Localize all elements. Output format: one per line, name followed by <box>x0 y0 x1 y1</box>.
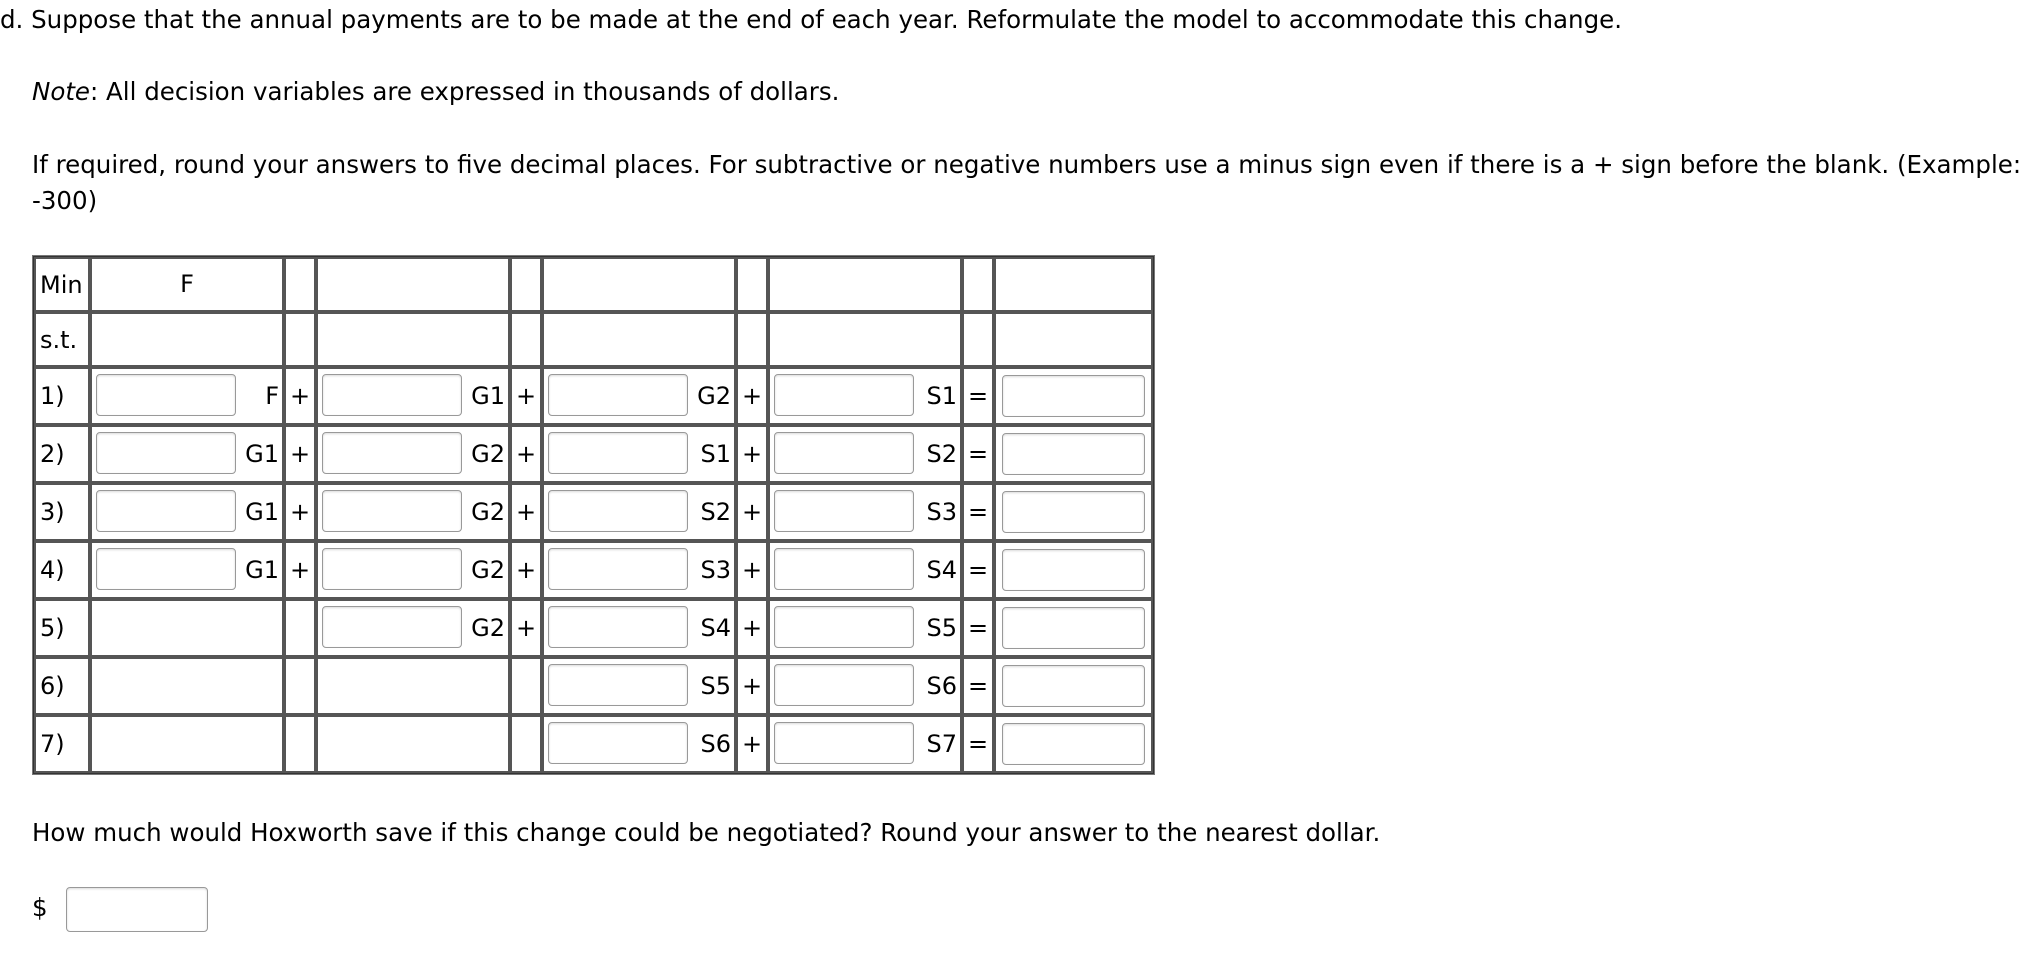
constraint-label: 1) <box>34 367 90 425</box>
operator-plus: + <box>510 367 542 425</box>
variable-label: S6 <box>926 672 957 700</box>
rhs-cell <box>994 657 1153 715</box>
coefficient-cell <box>316 599 510 657</box>
constraint-label: 3) <box>34 483 90 541</box>
coefficient-cell <box>542 483 736 541</box>
operator-plus: + <box>510 483 542 541</box>
coefficient-input[interactable] <box>548 722 688 764</box>
rhs-cell <box>994 367 1153 425</box>
coefficient-cell <box>316 483 510 541</box>
operator-plus <box>510 715 542 773</box>
rounding-instructions: If required, round your answers to five decimal places. For subtractive or negative numbers use a minus sign even if there is a + sign before the blank. (Example: -300) <box>32 150 2022 215</box>
coefficient-input[interactable] <box>548 606 688 648</box>
operator-plus: + <box>736 367 768 425</box>
coefficient-input[interactable] <box>548 548 688 590</box>
variable-label: S4 <box>700 614 731 642</box>
coefficient-input[interactable] <box>774 432 914 474</box>
operator-plus <box>284 657 316 715</box>
coefficient-input[interactable] <box>96 490 236 532</box>
constraint-label: 6) <box>34 657 90 715</box>
operator-plus: + <box>736 425 768 483</box>
coefficient-input[interactable] <box>774 548 914 590</box>
empty-cell <box>90 657 284 715</box>
empty-cell <box>316 715 510 773</box>
coefficient-cell <box>316 541 510 599</box>
rhs-input[interactable] <box>1002 665 1145 707</box>
variable-label: G2 <box>471 498 505 526</box>
rhs-input[interactable] <box>1002 549 1145 591</box>
relation-sign: = <box>962 483 994 541</box>
objective-var: F <box>180 270 194 298</box>
lp-model-table <box>33 256 1154 774</box>
variable-label: G2 <box>697 382 731 410</box>
empty-cell <box>316 657 510 715</box>
subject-to-label: s.t. <box>34 312 90 367</box>
operator-plus: + <box>510 425 542 483</box>
operator-plus: + <box>736 483 768 541</box>
dollar-sign: $ <box>32 893 48 922</box>
operator-plus: + <box>284 483 316 541</box>
coefficient-cell <box>768 483 962 541</box>
rhs-input[interactable] <box>1002 723 1145 765</box>
coefficient-input[interactable] <box>322 606 462 648</box>
coefficient-input[interactable] <box>322 548 462 590</box>
savings-input[interactable] <box>66 887 208 932</box>
constraint-row <box>34 657 1153 715</box>
coefficient-input[interactable] <box>774 722 914 764</box>
constraint-row <box>34 483 1153 541</box>
variable-label: G1 <box>245 556 279 584</box>
rhs-input[interactable] <box>1002 491 1145 533</box>
constraint-label: 7) <box>34 715 90 773</box>
operator-plus: + <box>736 715 768 773</box>
coefficient-input[interactable] <box>548 374 688 416</box>
coefficient-input[interactable] <box>548 432 688 474</box>
variable-label: G2 <box>471 440 505 468</box>
coefficient-input[interactable] <box>774 490 914 532</box>
constraint-row <box>34 599 1153 657</box>
operator-plus <box>284 715 316 773</box>
variable-label: S4 <box>926 556 957 584</box>
variable-label: S3 <box>700 556 731 584</box>
constraint-label: 5) <box>34 599 90 657</box>
rhs-cell <box>994 715 1153 773</box>
coefficient-cell <box>90 483 284 541</box>
coefficient-cell <box>90 541 284 599</box>
coefficient-cell <box>768 425 962 483</box>
coefficient-input[interactable] <box>96 374 236 416</box>
rhs-cell <box>994 541 1153 599</box>
objective-row <box>34 257 1153 312</box>
subject-to-row <box>34 312 1153 367</box>
operator-plus: + <box>736 541 768 599</box>
rhs-cell <box>994 425 1153 483</box>
rhs-cell <box>994 483 1153 541</box>
variable-label: G2 <box>471 614 505 642</box>
note-text: : All decision variables are expressed in thousands of dollars. <box>90 77 840 106</box>
operator-plus: + <box>736 657 768 715</box>
constraint-label: 4) <box>34 541 90 599</box>
variable-label: G1 <box>471 382 505 410</box>
constraint-row <box>34 367 1153 425</box>
coefficient-input[interactable] <box>548 664 688 706</box>
coefficient-input[interactable] <box>774 606 914 648</box>
coefficient-cell <box>542 367 736 425</box>
coefficient-cell <box>542 715 736 773</box>
operator-plus: + <box>510 599 542 657</box>
coefficient-input[interactable] <box>774 374 914 416</box>
note-line <box>32 74 839 110</box>
coefficient-cell <box>768 541 962 599</box>
operator-plus: + <box>284 367 316 425</box>
coefficient-cell <box>768 715 962 773</box>
variable-label: S2 <box>926 440 957 468</box>
variable-label: S3 <box>926 498 957 526</box>
variable-label: S1 <box>926 382 957 410</box>
operator-plus: + <box>284 425 316 483</box>
operator-plus <box>510 657 542 715</box>
coefficient-cell <box>316 425 510 483</box>
operator-plus <box>284 599 316 657</box>
rhs-input[interactable] <box>1002 433 1145 475</box>
savings-question: How much would Hoxworth save if this change could be negotiated? Round your answer to the nearest dollar. <box>32 818 1381 847</box>
coefficient-input[interactable] <box>96 432 236 474</box>
coefficient-cell <box>542 599 736 657</box>
variable-label: S7 <box>926 730 957 758</box>
constraint-label: 2) <box>34 425 90 483</box>
coefficient-cell <box>768 599 962 657</box>
relation-sign: = <box>962 367 994 425</box>
relation-sign: = <box>962 541 994 599</box>
objective-cell <box>90 257 284 312</box>
coefficient-cell <box>316 367 510 425</box>
coefficient-cell <box>90 367 284 425</box>
variable-label: S6 <box>700 730 731 758</box>
operator-plus: + <box>284 541 316 599</box>
objective-label: Min <box>34 257 90 312</box>
coefficient-cell <box>90 425 284 483</box>
variable-label: F <box>265 382 279 410</box>
variable-label: S5 <box>700 672 731 700</box>
variable-label: S1 <box>700 440 731 468</box>
coefficient-cell <box>542 541 736 599</box>
coefficient-cell <box>768 657 962 715</box>
note-label: Note <box>32 77 90 106</box>
coefficient-cell <box>542 657 736 715</box>
operator-plus: + <box>510 541 542 599</box>
coefficient-cell <box>542 425 736 483</box>
constraint-row <box>34 541 1153 599</box>
empty-cell <box>90 599 284 657</box>
coefficient-input[interactable] <box>322 490 462 532</box>
coefficient-input[interactable] <box>322 374 462 416</box>
constraint-row <box>34 425 1153 483</box>
relation-sign: = <box>962 599 994 657</box>
rhs-cell <box>994 599 1153 657</box>
variable-label: S2 <box>700 498 731 526</box>
relation-sign: = <box>962 715 994 773</box>
rhs-input[interactable] <box>1002 607 1145 649</box>
variable-label: S5 <box>926 614 957 642</box>
coefficient-input[interactable] <box>548 490 688 532</box>
part-d-prompt: d. Suppose that the annual payments are to be made at the end of each year. Reformulate the model to accommodate this change. <box>0 5 1622 34</box>
coefficient-cell <box>768 367 962 425</box>
empty-cell <box>90 715 284 773</box>
coefficient-input[interactable] <box>322 432 462 474</box>
operator-plus: + <box>736 599 768 657</box>
constraint-row <box>34 715 1153 773</box>
variable-label: G2 <box>471 556 505 584</box>
coefficient-input[interactable] <box>96 548 236 590</box>
relation-sign: = <box>962 425 994 483</box>
variable-label: G1 <box>245 498 279 526</box>
coefficient-input[interactable] <box>774 664 914 706</box>
relation-sign: = <box>962 657 994 715</box>
rhs-input[interactable] <box>1002 375 1145 417</box>
variable-label: G1 <box>245 440 279 468</box>
